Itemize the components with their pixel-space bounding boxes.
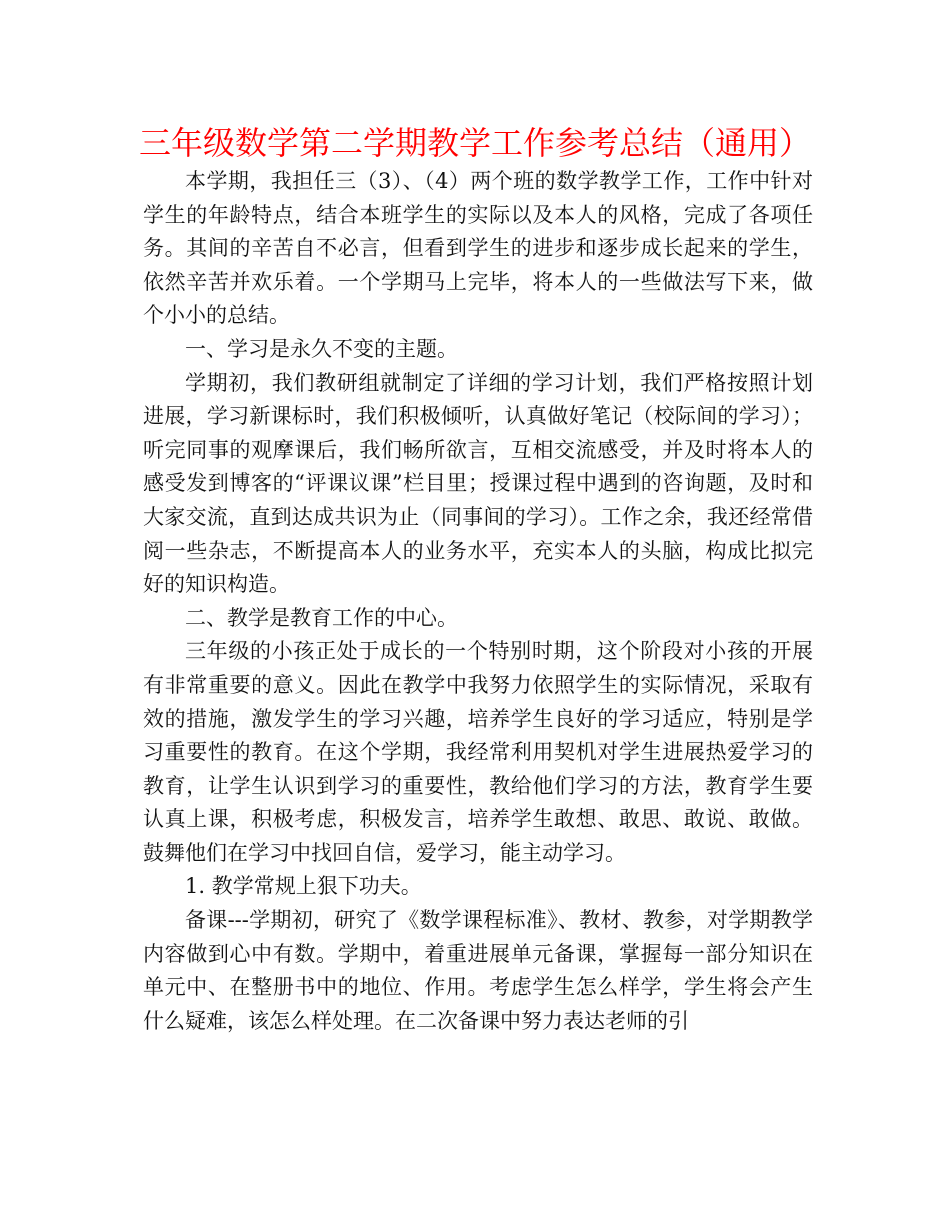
document-title: 三年级数学第二学期教学工作参考总结（通用） [138, 124, 811, 162]
subsection-heading-1: 1. 教学常规上狠下功夫。 [185, 874, 422, 899]
section-heading-2: 二、教学是教育工作的中心。 [185, 605, 458, 630]
paragraph-intro: 本学期，我担任三（3）、（4）两个班的数学教学工作，工作中针对学生的年龄特点，结合本班学生的实际以及本人的风格，完成了各项任务。其间的辛苦自不必言，但看到学生的进步和逐步成长起来的学生，依然辛苦并欢乐着。一个学期马上完毕，将本人的一些做法写下来，做个小小的总结。 [143, 169, 813, 328]
section-heading-1: 一、学习是永久不变的主题。 [185, 336, 458, 361]
paragraph-learning: 学期初，我们教研组就制定了详细的学习计划，我们严格按照计划进展，学习新课标时，我们积极倾听，认真做好笔记（校际间的学习）；听完同事的观摩课后，我们畅所欲言，互相交流感受，并及时将本人的感受发到博客的“评课议课”栏目里；授课过程中遇到的咨询题，及时和大家交流，直到达成共识为止（同事间的学习）。工作之余，我还经常借阅一些杂志，不断提高本人的业务水平，充实本人的头脑，构成比拟完好的知识构造。 [143, 370, 813, 597]
document-body [143, 165, 813, 1038]
paragraph-teaching: 三年级的小孩正处于成长的一个特别时期，这个阶段对小孩的开展有非常重要的意义。因此在教学中我努力依照学生的实际情况，采取有效的措施，激发学生的学习兴趣，培养学生良好的学习适应，特别是学习重要性的教育。在这个学期，我经常利用契机对学生进展热爱学习的教育，让学生认识到学习的重要性，教给他们学习的方法，教育学生要认真上课，积极考虑，积极发言，培养学生敢想、敢思、敢说、敢做。鼓舞他们在学习中找回自信，爱学习，能主动学习。 [143, 639, 813, 865]
paragraph-lesson-prep: 备课---学期初，研究了《数学课程标准》、教材、教参，对学期教学内容做到心中有数。学期中，着重进展单元备课，掌握每一部分知识在单元中、在整册书中的地位、作用。考虑学生怎么样学，学生将会产生什么疑难，该怎么样处理。在二次备课中努力表达老师的引 [143, 908, 813, 1033]
